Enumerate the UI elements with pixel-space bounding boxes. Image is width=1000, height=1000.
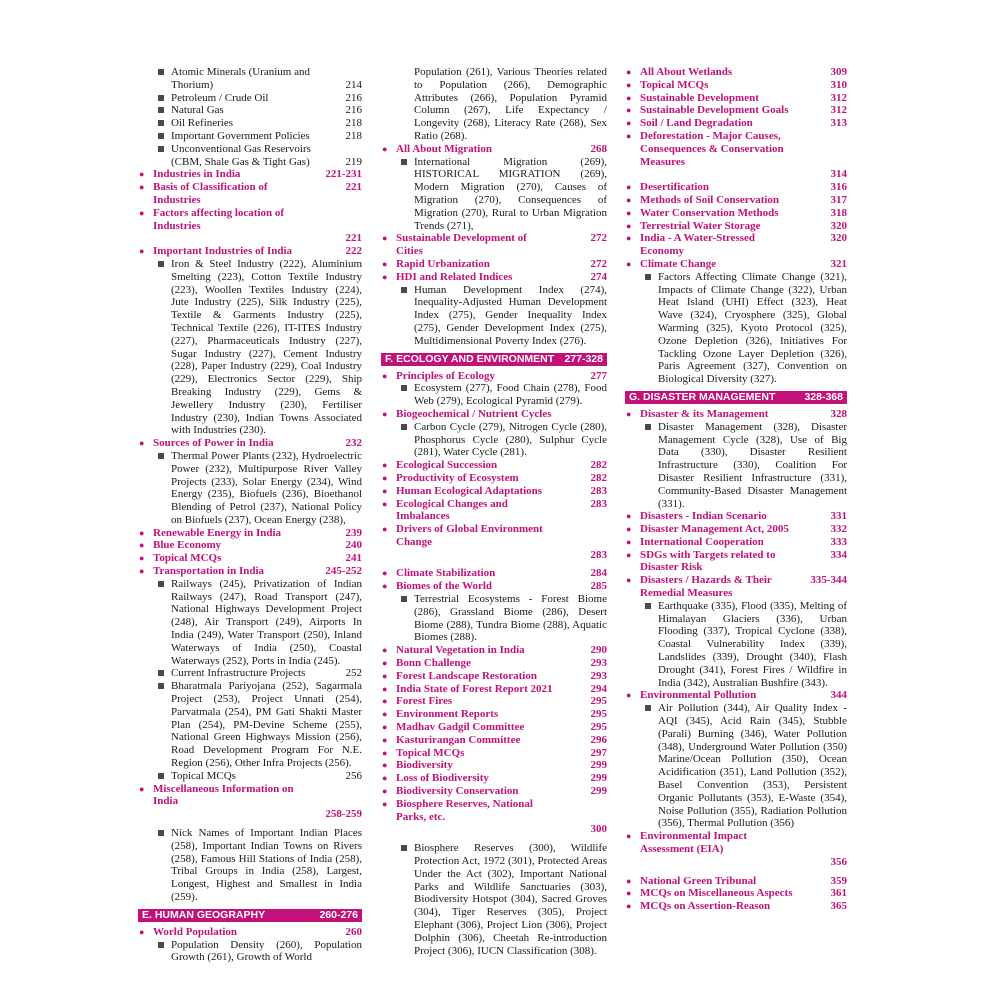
entry-title: Water Conservation Methods — [640, 206, 779, 219]
toc-chapter-entry — [138, 552, 362, 565]
toc-chapter-entry — [381, 258, 607, 271]
toc-subtopic-entry — [138, 104, 362, 117]
toc-chapter-entry — [625, 66, 847, 79]
toc-chapter-entry — [381, 567, 607, 580]
entry-title: Ecological Changes and Imbalances — [396, 497, 508, 523]
entry-title: Topical MCQs — [171, 769, 236, 782]
page-number: 282 — [590, 459, 607, 472]
page-number: 359 — [830, 874, 847, 887]
section-page-range: 277-328 — [564, 352, 603, 365]
entry-title: India State of Forest Report 2021 — [396, 682, 553, 695]
page-number: 331 — [830, 510, 847, 523]
page-number: 295 — [590, 695, 607, 708]
page-number: 240 — [345, 539, 362, 552]
toc-chapter-entry — [381, 232, 607, 258]
toc-subtopic-list: Ecosystem (277), Food Chain (278), Food Web (279), Ecological Pyramid (279). — [381, 382, 607, 408]
page-number: 216 — [345, 91, 362, 104]
entry-title: Deforestation - Major Causes, Consequences & Conservation Measures — [640, 129, 784, 168]
entry-title: All About Wetlands — [640, 66, 733, 78]
toc-chapter-entry — [625, 875, 847, 888]
page-number: 214 — [345, 78, 362, 91]
page-number: 321 — [830, 257, 847, 270]
entry-title: Oil Refineries — [171, 117, 234, 130]
page-number: 309 — [830, 66, 847, 78]
page-number: 216 — [345, 104, 362, 117]
page-number: 245-252 — [325, 565, 362, 578]
entry-title: Sustainable Development of Cities — [396, 232, 527, 258]
toc-chapter-entry — [381, 498, 607, 524]
toc-subtopic-list: International Migration (269), HISTORICAL MIGRATION (269), Modern Migration (270), Causes of Migration (270), Consequences of Migration (270), Rural to Urban Migration Trends (271), — [381, 156, 607, 233]
toc-chapter-entry — [625, 117, 847, 130]
toc-chapter-entry — [138, 245, 362, 258]
toc-subtopic-list: Nick Names of Important Indian Places (258), Important Indian Towns on Rivers (258), Famous Hill Stations of India (258), Tribal Groups in India (258), Largest, Longest, Highest and Smallest in India (259). — [138, 827, 362, 904]
toc-chapter-entry — [381, 644, 607, 657]
page-number: 221 — [345, 181, 362, 194]
page-number: 283 — [590, 484, 607, 497]
toc-chapter-entry — [381, 580, 607, 593]
toc-subtopic-list: Carbon Cycle (279), Nitrogen Cycle (280), Phosphorus Cycle (280), Sulphur Cycle (281), Water Cycle (281). — [381, 421, 607, 459]
entry-title: Sources of Power in India — [153, 437, 274, 450]
entry-title: Environment Reports — [396, 708, 499, 721]
toc-subtopic-list: Biosphere Reserves (300), Wildlife Protection Act, 1972 (301), Protected Areas Under the Act (302), Important National Parks and Wildlife Sanctuaries (303), Biodiversity Hotspot (304), Sacred Groves (304), Tiger Reserves (305), Project Elephant (306), Project Lion (306), Project Dolphin (306), Cheetah Re-introduction Project (306), IUCN Classification (308). — [381, 842, 607, 957]
toc-chapter-entry — [625, 130, 847, 181]
toc-subtopic-list: Railways (245), Privatization of Indian Railways (247), Road Transport (247), National Highways Development Project (248), Air Transport (249), Airports In India (249), Water Transport (250), Inland Waterways of India (250), Coastal Waterways (252), Ports in India (245). — [138, 578, 362, 668]
entry-title: Soil / Land Degradation — [640, 117, 753, 130]
entry-title: Desertification — [640, 181, 710, 194]
page-number: 299 — [590, 785, 607, 798]
toc-chapter-entry — [381, 472, 607, 485]
toc-chapter-entry — [381, 370, 607, 383]
toc-chapter-entry — [138, 437, 362, 450]
page-number: 218 — [345, 129, 362, 142]
toc-chapter-entry — [625, 536, 847, 549]
entry-title: Natural Vegetation in India — [396, 644, 525, 657]
page-number: 272 — [590, 232, 607, 245]
section-title: E. HUMAN GEOGRAPHY — [142, 908, 266, 921]
entry-title: Environmental Pollution — [640, 689, 757, 702]
toc-chapter-entry — [625, 900, 847, 913]
entry-title: Disaster & its Management — [640, 407, 769, 420]
toc-chapter-entry — [625, 510, 847, 523]
page-number: 344 — [830, 689, 847, 702]
entry-title: Rapid Urbanization — [396, 257, 490, 270]
entry-title: Kasturirangan Committee — [396, 733, 521, 746]
toc-subtopic-list: Air Pollution (344), Air Quality Index - AQI (345), Acid Rain (345), Stubble (Parali) Burning (346), Water Pollution (348), Underground Water Pollution (350) Marine/Ocean Pollution (350), Ocean Acidification (351), Land Pollution (352), Basel Convention (353), Persistent Organic Pollutants (353), E-Waste (354), Noise Pollution (355), Radiation Pollution (356), Thermal Pollution (356) — [625, 702, 847, 830]
page-number: 296 — [590, 733, 607, 746]
toc-column-2 — [381, 66, 607, 957]
toc-subtopic-entry — [138, 66, 362, 92]
section-title: G. DISASTER MANAGEMENT — [629, 390, 776, 403]
page-number: 294 — [590, 682, 607, 695]
entry-title: Important Industries of India — [153, 245, 293, 258]
toc-chapter-entry — [381, 408, 607, 421]
entry-title: Factors affecting location of Industries — [153, 206, 285, 232]
entry-title: Methods of Soil Conservation — [640, 193, 780, 206]
page-number: 300 — [590, 823, 607, 836]
entry-title: Topical MCQs — [640, 78, 709, 91]
entry-title: Climate Stabilization — [396, 567, 496, 580]
entry-title: Human Ecological Adaptations — [396, 484, 543, 497]
entry-title: Forest Fires — [396, 695, 453, 708]
toc-column-3 — [625, 66, 847, 913]
toc-chapter-entry — [138, 565, 362, 578]
entry-title: Environmental Impact Assessment (EIA) — [640, 830, 748, 856]
entry-title: Biodiversity Conservation — [396, 785, 519, 798]
toc-chapter-entry — [138, 783, 362, 821]
entry-title: Forest Landscape Restoration — [396, 669, 537, 682]
entry-title: Industries in India — [153, 168, 241, 181]
entry-title: Principles of Ecology — [396, 369, 495, 382]
page-number: 299 — [590, 759, 607, 772]
toc-chapter-entry — [381, 759, 607, 772]
toc-chapter-entry — [625, 181, 847, 194]
entry-title: Renewable Energy in India — [153, 526, 282, 539]
toc-chapter-entry — [381, 695, 607, 708]
entry-title: Biodiversity — [396, 759, 453, 772]
page-number: 277 — [590, 369, 607, 382]
page-number: 365 — [830, 900, 847, 913]
page-number: 272 — [590, 257, 607, 270]
toc-chapter-entry — [625, 887, 847, 900]
entry-title: Biogeochemical / Nutrient Cycles — [396, 407, 552, 420]
page-number: 283 — [590, 548, 607, 561]
page-number: 260 — [345, 925, 362, 938]
toc-chapter-entry — [381, 271, 607, 284]
entry-title: Miscellaneous Information on India — [153, 782, 294, 808]
page-number: 328 — [830, 407, 847, 420]
page-number: 312 — [830, 91, 847, 104]
toc-chapter-entry — [625, 830, 847, 868]
page-number: 256 — [345, 769, 362, 782]
entry-title: National Green Tribunal — [640, 874, 757, 887]
page-number: 293 — [590, 669, 607, 682]
section-title: F. ECOLOGY AND ENVIRONMENT — [385, 352, 555, 365]
toc-chapter-entry — [381, 798, 607, 836]
entry-title: Important Government Policies — [171, 129, 310, 142]
toc-chapter-entry — [625, 258, 847, 271]
toc-chapter-entry — [381, 747, 607, 760]
entry-title: Productivity of Ecosystem — [396, 471, 519, 484]
toc-subtopic-list: Disaster Management (328), Disaster Management Cycle (328), Use of Big Data (330), Disaster Resilient Infrastructure (330), Coalition For Disaster Resilient Infrastructure (331), Community-Based Disaster Management (331). — [625, 421, 847, 511]
entry-title: Madhav Gadgil Committee — [396, 721, 525, 734]
page-number: 268 — [590, 142, 607, 155]
toc-subtopic-entry — [138, 130, 362, 143]
entry-title: Transportation in India — [153, 565, 265, 578]
toc-chapter-entry — [625, 523, 847, 536]
toc-subtopic-list: Bharatmala Pariyojana (252), Sagarmala Project (253), Project Unnati (254), Parvatmala (254), PM Gati Shakti Master Plan (254), PM-Devine Scheme (255), National Green Highways Mission (256), Road Development Program For N.E. Region (256), Other Infra Projects (256). — [138, 680, 362, 770]
entry-title: Unconventional Gas Reservoirs (CBM, Shale Gas & Tight Gas) — [171, 142, 311, 168]
page-number: 258-259 — [325, 808, 362, 821]
toc-chapter-entry — [625, 79, 847, 92]
toc-subtopic-list: Earthquake (335), Flood (335), Melting of Himalayan Glaciers (336), Urban Flooding (337), Tropical Cyclone (338), Coastal Vulnerability Index (339), Landslides (339), Drought (340), Flash Drought (341), Forest Fires / Wildfire in India (342), Australian Bushfire (343). — [625, 600, 847, 690]
toc-chapter-entry — [381, 708, 607, 721]
toc-subtopic-entry — [138, 117, 362, 130]
page-number: 222 — [345, 245, 362, 258]
page-number: 310 — [830, 78, 847, 91]
entry-title: Basis of Classification of Industries — [153, 181, 268, 206]
toc-chapter-entry — [625, 408, 847, 421]
toc-chapter-entry — [138, 926, 362, 939]
entry-title: Petroleum / Crude Oil — [171, 91, 269, 104]
toc-subtopic-entry — [138, 770, 362, 783]
toc-chapter-entry — [381, 485, 607, 498]
page-number: 293 — [590, 657, 607, 670]
toc-subtopic-entry — [138, 143, 362, 169]
page-number: 320 — [830, 232, 847, 245]
page-number: 252 — [345, 667, 362, 680]
toc-chapter-entry — [381, 785, 607, 798]
page-number: 274 — [590, 270, 607, 283]
toc-chapter-entry — [625, 207, 847, 220]
entry-title: World Population — [153, 925, 238, 938]
page-number: 283 — [590, 497, 607, 510]
page-number: 239 — [345, 526, 362, 539]
entry-title: Disasters / Hazards & Their Remedial Measures — [640, 574, 772, 600]
toc-chapter-entry — [138, 539, 362, 552]
entry-title: SDGs with Targets related to Disaster Risk — [640, 548, 776, 574]
page-number: 218 — [345, 117, 362, 130]
entry-title: Terrestrial Water Storage — [640, 219, 761, 232]
section-page-range: 260-276 — [319, 908, 358, 921]
page-number: 314 — [830, 168, 847, 181]
toc-subtopic-entry — [138, 667, 362, 680]
entry-title: Disaster Management Act, 2005 — [640, 523, 789, 536]
entry-title: Ecological Succession — [396, 459, 498, 472]
toc-subtopic-entry — [138, 92, 362, 105]
entry-title: Current Infrastructure Projects — [171, 667, 306, 680]
entry-title: Sustainable Development — [640, 91, 759, 104]
toc-chapter-entry — [138, 527, 362, 540]
entry-title: Topical MCQs — [153, 552, 222, 565]
page-number: 316 — [830, 181, 847, 194]
page-number: 318 — [830, 206, 847, 219]
entry-title: Topical MCQs — [396, 746, 465, 759]
entry-title: Climate Change — [640, 257, 717, 270]
toc-subtopic-list: Population Density (260), Population Growth (261), Growth of World — [138, 939, 362, 965]
toc-chapter-entry — [381, 772, 607, 785]
page-number: 221-231 — [325, 168, 362, 181]
toc-subtopic-list: Terrestrial Ecosystems - Forest Biome (286), Grassland Biome (286), Desert Biome (288), Tundra Biome (288), Aquatic Biomes (288). — [381, 593, 607, 644]
page-number: 313 — [830, 117, 847, 130]
entry-title: All About Migration — [396, 142, 492, 155]
entry-title: International Cooperation — [640, 535, 764, 548]
page-number: 219 — [345, 155, 362, 168]
page-number: 297 — [590, 746, 607, 759]
entry-title: MCQs on Miscellaneous Aspects — [640, 887, 793, 900]
toc-chapter-entry — [381, 523, 607, 561]
toc-chapter-entry — [625, 574, 847, 600]
page-number: 335-344 — [810, 574, 847, 587]
toc-subtopic-list: Human Development Index (274), Inequality-Adjusted Human Development Index (275), Gender Inequality Index (275), Gender Development Index (275), Multidimensional Poverty Index (276). — [381, 284, 607, 348]
entry-title: Sustainable Development Goals — [640, 104, 789, 117]
toc-chapter-entry — [138, 168, 362, 181]
entry-title: Drivers of Global Environment Change — [396, 523, 543, 548]
page-number: 282 — [590, 471, 607, 484]
page-number: 333 — [830, 535, 847, 548]
toc-chapter-entry — [625, 92, 847, 105]
entry-title: Biomes of the World — [396, 580, 493, 593]
page-number: 232 — [345, 437, 362, 450]
entry-title: Natural Gas — [171, 104, 224, 117]
section-header — [625, 391, 847, 404]
page-number: 361 — [830, 887, 847, 900]
section-header — [381, 353, 607, 366]
toc-chapter-entry — [138, 181, 362, 207]
toc-chapter-entry — [625, 194, 847, 207]
entry-title: Disasters - Indian Scenario — [640, 510, 767, 523]
page-number: 295 — [590, 721, 607, 734]
toc-column-1 — [138, 66, 362, 964]
entry-title: HDI and Related Indices — [396, 270, 513, 283]
page-number: 290 — [590, 644, 607, 657]
toc-chapter-entry — [381, 734, 607, 747]
entry-title: India - A Water-Stressed Economy — [640, 232, 756, 258]
page-number: 299 — [590, 772, 607, 785]
toc-chapter-entry — [381, 721, 607, 734]
entry-title: Biosphere Reserves, National Parks, etc. — [396, 797, 533, 823]
entry-title: Atomic Minerals (Uranium and Thorium) — [171, 66, 310, 91]
toc-chapter-entry — [625, 689, 847, 702]
page-number: 334 — [830, 548, 847, 561]
toc-subtopic-list: Thermal Power Plants (232), Hydroelectric Power (232), Multipurpose River Valley Projects (233), Solar Energy (234), Wind Energy (235), Biofuels (236), Bioethanol Blending of Petrol (237), National Policy on Biofuels (237), Ocean Energy (238), — [138, 450, 362, 527]
page-number: 285 — [590, 580, 607, 593]
toc-chapter-entry — [381, 459, 607, 472]
section-page-range: 328-368 — [804, 390, 843, 403]
page-number: 312 — [830, 104, 847, 117]
entry-title: MCQs on Assertion-Reason — [640, 900, 771, 913]
entry-title: Loss of Biodiversity — [396, 772, 489, 785]
toc-chapter-entry — [625, 232, 847, 258]
section-header — [138, 909, 362, 922]
toc-subtopic-continuation: Population (261), Various Theories related to Population (266), Demographic Attributes (266), Population Pyramid Column (267), Life Expectancy / Longevity (268), Literacy Rate (268), Sex Ratio (268). — [414, 66, 607, 142]
page-number: 295 — [590, 708, 607, 721]
entry-title: Bonn Challenge — [396, 657, 471, 670]
entry-title: Blue Economy — [153, 539, 222, 552]
toc-chapter-entry — [625, 220, 847, 233]
page-number: 241 — [345, 552, 362, 565]
toc-chapter-entry — [381, 657, 607, 670]
toc-chapter-entry — [625, 549, 847, 575]
toc-chapter-entry — [138, 207, 362, 245]
page-number: 221 — [345, 232, 362, 245]
toc-chapter-entry — [381, 683, 607, 696]
toc-chapter-entry — [625, 104, 847, 117]
page-number: 320 — [830, 219, 847, 232]
toc-subtopic-list: Factors Affecting Climate Change (321), Impacts of Climate Change (322), Urban Heat Island (UHI) Effect (323), Heat Wave (324), Cryosphere (325), Global Warming (325), Kyoto Protocol (325), Ozone Depletion (326), Initiatives For Tackling Ozone Layer Depletion (326), Paris Agreement (327), Convention on Biological Diversity (327). — [625, 271, 847, 386]
page-number: 356 — [830, 855, 847, 868]
page-number: 317 — [830, 193, 847, 206]
toc-subtopic-list: Iron & Steel Industry (222), Aluminium Smelting (223), Cotton Textile Industry (223), Woollen Textiles Industry (224), Jute Industry (225), Silk Industry (225), Textile & Garments Industry (225), Technical Textile (226), IT-ITES Industry (227), Pharmaceuticals Industry (227), Sugar Industry (227), Cement Industry (228), Paper Industry (229), Coal Industry (229), Electronics Sector (229), Ship Breaking Industry (229), Gems & Jewellery Industry (230), Fertiliser Industry (230), Indian Towns Associated with Industries (230). — [138, 258, 362, 437]
page-number: 284 — [590, 567, 607, 580]
page-number: 332 — [830, 523, 847, 536]
toc-chapter-entry — [381, 143, 607, 156]
toc-chapter-entry — [381, 670, 607, 683]
